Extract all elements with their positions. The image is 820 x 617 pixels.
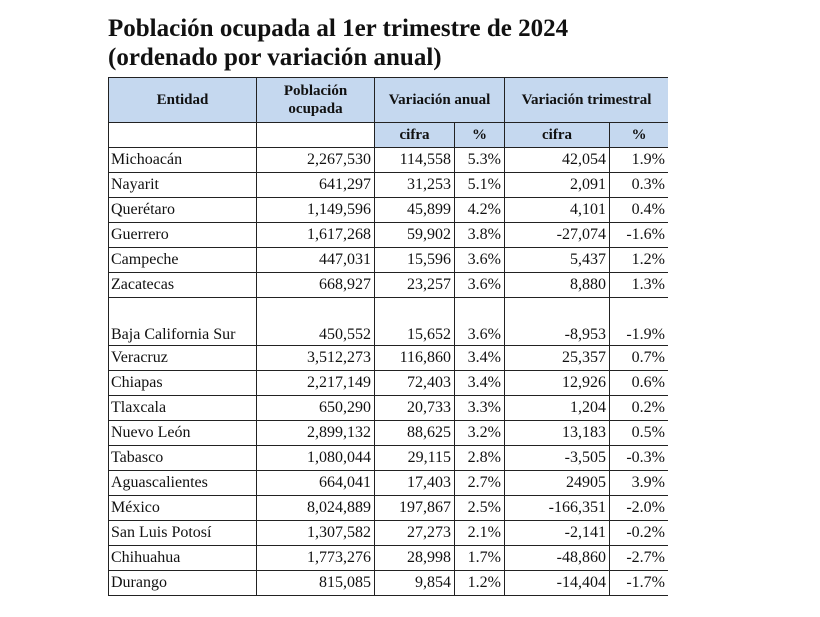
cell-anual-pct: 2.1%	[455, 521, 505, 546]
cell-trim-cifra: -3,505	[505, 446, 610, 471]
header-anual-cifra: cifra	[375, 123, 455, 148]
cell-trim-cifra: 5,437	[505, 248, 610, 273]
cell-trim-pct: 0.5%	[610, 421, 669, 446]
table-row	[109, 248, 669, 273]
header-poblacion: Población ocupada	[257, 78, 375, 123]
cell-entidad: Nuevo León	[109, 421, 257, 446]
cell-entidad: Baja California Sur	[109, 298, 257, 346]
cell-anual-pct: 3.6%	[455, 273, 505, 298]
cell-poblacion: 650,290	[257, 396, 375, 421]
cell-trim-pct: 1.2%	[610, 248, 669, 273]
header-blank	[257, 123, 375, 148]
cell-anual-pct: 3.2%	[455, 421, 505, 446]
employment-table	[108, 77, 668, 596]
cell-anual-cifra: 27,273	[375, 521, 455, 546]
cell-trim-cifra: -14,404	[505, 571, 610, 596]
header-row-sub	[109, 123, 669, 148]
header-variacion-trimestral: Variación trimestral	[505, 78, 669, 123]
cell-poblacion: 8,024,889	[257, 496, 375, 521]
cell-trim-cifra: 25,357	[505, 346, 610, 371]
cell-entidad: Nayarit	[109, 173, 257, 198]
cell-anual-cifra: 197,867	[375, 496, 455, 521]
table-row	[109, 173, 669, 198]
title-line-1: Población ocupada al 1er trimestre de 2024	[108, 15, 569, 42]
cell-entidad: Chihuahua	[109, 546, 257, 571]
cell-poblacion: 815,085	[257, 571, 375, 596]
cell-anual-pct: 1.2%	[455, 571, 505, 596]
table-container	[108, 77, 668, 617]
header-row-main	[109, 78, 669, 123]
cell-entidad: Chiapas	[109, 371, 257, 396]
cell-poblacion: 3,512,273	[257, 346, 375, 371]
cell-anual-pct: 5.3%	[455, 148, 505, 173]
cell-poblacion: 2,267,530	[257, 148, 375, 173]
cell-trim-pct: 0.6%	[610, 371, 669, 396]
cell-entidad: Zacatecas	[109, 273, 257, 298]
cell-anual-pct: 2.8%	[455, 446, 505, 471]
cell-poblacion: 1,080,044	[257, 446, 375, 471]
cell-entidad: Veracruz	[109, 346, 257, 371]
cell-trim-pct: -1.7%	[610, 571, 669, 596]
header-entidad: Entidad	[109, 78, 257, 123]
cell-anual-cifra: 17,403	[375, 471, 455, 496]
title-line-2: (ordenado por variación anual)	[108, 44, 442, 71]
cell-trim-pct: -2.0%	[610, 496, 669, 521]
cell-trim-pct: 0.7%	[610, 346, 669, 371]
cell-entidad: Michoacán	[109, 148, 257, 173]
cell-trim-cifra: 12,926	[505, 371, 610, 396]
cell-trim-cifra: -2,141	[505, 521, 610, 546]
table-row	[109, 446, 669, 471]
cell-trim-cifra: 24905	[505, 471, 610, 496]
cell-anual-pct: 3.4%	[455, 346, 505, 371]
table-row	[109, 471, 669, 496]
cell-trim-cifra: 2,091	[505, 173, 610, 198]
cell-trim-pct: -1.9%	[610, 298, 669, 346]
cell-entidad: San Luis Potosí	[109, 521, 257, 546]
cell-poblacion: 2,217,149	[257, 371, 375, 396]
cell-anual-cifra: 31,253	[375, 173, 455, 198]
cell-poblacion: 668,927	[257, 273, 375, 298]
cell-anual-cifra: 114,558	[375, 148, 455, 173]
cell-trim-pct: 3.9%	[610, 471, 669, 496]
page-title	[108, 14, 568, 72]
cell-anual-pct: 4.2%	[455, 198, 505, 223]
table-row	[109, 421, 669, 446]
table-row	[109, 223, 669, 248]
cell-trim-pct: 1.3%	[610, 273, 669, 298]
cell-poblacion: 2,899,132	[257, 421, 375, 446]
cell-entidad: Campeche	[109, 248, 257, 273]
cell-trim-pct: 0.2%	[610, 396, 669, 421]
cell-anual-cifra: 116,860	[375, 346, 455, 371]
cell-poblacion: 450,552	[257, 298, 375, 346]
cell-anual-pct: 2.5%	[455, 496, 505, 521]
table-row	[109, 571, 669, 596]
table-row	[109, 148, 669, 173]
cell-trim-cifra: -8,953	[505, 298, 610, 346]
header-trim-cifra: cifra	[505, 123, 610, 148]
cell-trim-cifra: 1,204	[505, 396, 610, 421]
cell-poblacion: 1,307,582	[257, 521, 375, 546]
cell-anual-pct: 3.6%	[455, 298, 505, 346]
cell-anual-cifra: 45,899	[375, 198, 455, 223]
cell-trim-pct: -0.3%	[610, 446, 669, 471]
table-row	[109, 198, 669, 223]
cell-anual-cifra: 15,596	[375, 248, 455, 273]
cell-trim-pct: 0.3%	[610, 173, 669, 198]
header-trim-pct: %	[610, 123, 669, 148]
table-row	[109, 396, 669, 421]
cell-entidad: Tabasco	[109, 446, 257, 471]
cell-anual-cifra: 23,257	[375, 273, 455, 298]
table-row	[109, 273, 669, 298]
cell-trim-pct: -0.2%	[610, 521, 669, 546]
cell-entidad: Tlaxcala	[109, 396, 257, 421]
table-row	[109, 371, 669, 396]
cell-anual-cifra: 20,733	[375, 396, 455, 421]
header-variacion-anual: Variación anual	[375, 78, 505, 123]
cell-anual-cifra: 9,854	[375, 571, 455, 596]
cell-anual-cifra: 72,403	[375, 371, 455, 396]
cell-entidad: Guerrero	[109, 223, 257, 248]
table-row	[109, 546, 669, 571]
cell-anual-pct: 3.8%	[455, 223, 505, 248]
cell-trim-cifra: 4,101	[505, 198, 610, 223]
cell-trim-cifra: 13,183	[505, 421, 610, 446]
cell-poblacion: 1,149,596	[257, 198, 375, 223]
cell-trim-cifra: -166,351	[505, 496, 610, 521]
header-anual-pct: %	[455, 123, 505, 148]
table-row	[109, 298, 669, 346]
cell-trim-pct: 0.4%	[610, 198, 669, 223]
cell-poblacion: 641,297	[257, 173, 375, 198]
cell-trim-pct: -1.6%	[610, 223, 669, 248]
cell-anual-pct: 3.4%	[455, 371, 505, 396]
cell-entidad: Querétaro	[109, 198, 257, 223]
cell-poblacion: 664,041	[257, 471, 375, 496]
cell-anual-pct: 2.7%	[455, 471, 505, 496]
cell-anual-cifra: 28,998	[375, 546, 455, 571]
cell-anual-cifra: 29,115	[375, 446, 455, 471]
cell-trim-cifra: -27,074	[505, 223, 610, 248]
cell-entidad: Durango	[109, 571, 257, 596]
header-blank	[109, 123, 257, 148]
table-row	[109, 346, 669, 371]
cell-anual-cifra: 15,652	[375, 298, 455, 346]
cell-poblacion: 447,031	[257, 248, 375, 273]
cell-poblacion: 1,773,276	[257, 546, 375, 571]
cell-anual-pct: 3.3%	[455, 396, 505, 421]
cell-entidad: México	[109, 496, 257, 521]
cell-trim-cifra: 8,880	[505, 273, 610, 298]
cell-anual-pct: 3.6%	[455, 248, 505, 273]
cell-trim-pct: -2.7%	[610, 546, 669, 571]
cell-anual-cifra: 88,625	[375, 421, 455, 446]
cell-entidad: Aguascalientes	[109, 471, 257, 496]
table-row	[109, 521, 669, 546]
cell-anual-pct: 1.7%	[455, 546, 505, 571]
cell-trim-pct: 1.9%	[610, 148, 669, 173]
cell-trim-cifra: -48,860	[505, 546, 610, 571]
cell-trim-cifra: 42,054	[505, 148, 610, 173]
table-row	[109, 496, 669, 521]
cell-anual-pct: 5.1%	[455, 173, 505, 198]
cell-anual-cifra: 59,902	[375, 223, 455, 248]
cell-poblacion: 1,617,268	[257, 223, 375, 248]
